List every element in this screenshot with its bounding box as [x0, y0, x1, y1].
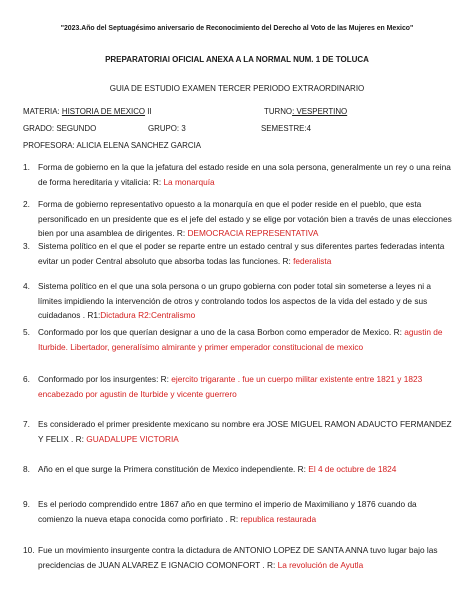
question-text: Año en el que surge la Primera constitución de Mexico independiente. R: — [38, 464, 309, 474]
question-9 — [23, 497, 454, 526]
guide-title: GUIA DE ESTUDIO EXAMEN TERCER PERIODO EXTRAORDINARIO — [109, 84, 365, 93]
question-number: 10. — [23, 545, 35, 555]
question-6 — [23, 372, 454, 401]
question-answer: Dictadura R2:Centralismo — [100, 310, 196, 321]
materia-value: HISTORIA DE MEXICO — [61, 107, 146, 116]
question-number: 1. — [23, 162, 30, 172]
grado-field: GRADO: SEGUNDO — [23, 124, 97, 133]
question-text: Sistema político en el que el poder se reparte entre un estado central y sus diferentes partes federadas intenta evitar un poder Central absoluto que absorba todas las funciones. R: — [38, 241, 445, 266]
question-number: 7. — [23, 419, 30, 429]
profesora-field: PROFESORA: ALICIA ELENA SANCHEZ GARCIA — [23, 141, 202, 150]
question-8 — [23, 462, 454, 477]
question-number: 3. — [23, 241, 30, 251]
question-text: Es el periodo comprendido entre 1867 año en que termino el imperio de Maximiliano y 1876 cuando da comienzo la nueva etapa conocida como porfiriato . R: — [38, 499, 417, 524]
question-text: Forma de gobierno en la que la jefatura del estado reside en una sola persona, generalmente un rey o una reina de forma hereditaria y vitalicia: R: — [38, 162, 451, 187]
question-5 — [23, 325, 454, 354]
materia-suffix: II — [145, 107, 152, 116]
question-answer: La monarquía — [163, 176, 215, 187]
question-answer: ejercito trigarante . fue un cuerpo militar existente entre 1821 y 1823 encabezado por agustin de Iturbide y vicente guerrero — [38, 374, 423, 399]
school-title: PREPARATORIAl OFICIAL ANEXA A LA NORMAL NUM. 1 DE TOLUCA — [105, 55, 369, 64]
question-answer: federalista — [293, 255, 332, 266]
question-4 — [23, 279, 454, 323]
semestre-field: SEMESTRE:4 — [261, 124, 311, 133]
question-text: Conformado por los insurgentes: R: — [38, 374, 172, 384]
question-answer: republica restaurada — [240, 513, 317, 524]
question-answer: GUADALUPE VICTORIA — [86, 433, 179, 444]
question-10 — [23, 543, 454, 572]
question-number: 9. — [23, 499, 30, 509]
question-number: 2. — [23, 199, 30, 209]
turno-field — [264, 107, 347, 116]
question-answer: La revolución de Ayutla — [277, 559, 364, 570]
turno-value: : VESPERTINO — [292, 107, 348, 116]
question-answer: agustin de Iturbide. Libertador, generalísimo almirante y primer emperador constitucional de mexico — [38, 327, 443, 352]
question-text: Conformado por los que querían designar a uno de la casa Borbon como emperador de Mexico. R: — [38, 327, 405, 337]
materia-label: MATERIA: — [23, 107, 62, 116]
question-number: 5. — [23, 327, 30, 337]
question-text: Forma de gobierno representativo opuesto a la monarquía en que el poder reside en el pueblo, que esta personificado en un presidente que es el jefe del estado y se elige por votación bien a través de unas elecciones bien por una asamblea de dirigentes. R: — [38, 199, 452, 239]
turno-label: TURNO — [264, 107, 293, 116]
question-1 — [23, 160, 454, 189]
grupo-field: GRUPO: 3 — [148, 124, 186, 133]
question-text: Fue un movimiento insurgente contra la dictadura de ANTONIO LOPEZ DE SANTA ANNA tuvo lugar bajo las precidencias de JUAN ALVAREZ E IGNACIO COMONFORT . R: — [38, 545, 438, 570]
question-text: Es considerado el primer presidente mexicano su nombre era JOSE MIGUEL RAMON ADAUCTO FERMANDEZ Y FELIX . R: — [38, 419, 452, 444]
question-text: Sistema político en el que una sola persona o un grupo gobierna con poder total sin someterse a leyes ni a límites impidiendo la intervención de otros y controlando todos los aspectos de la vida del estado y de sus cuidadanos . R1: — [38, 281, 431, 321]
question-answer: DEMOCRACIA REPRESENTATIVA — [187, 228, 319, 239]
question-2 — [23, 197, 454, 241]
question-number: 8. — [23, 464, 30, 474]
question-3 — [23, 239, 454, 268]
question-number: 4. — [23, 281, 30, 291]
anniversary-line: "2023.Año del Septuagésimo aniversario de Reconocimiento del Derecho al Voto de las Mujeres en Mexico" — [60, 25, 414, 32]
question-number: 6. — [23, 374, 30, 384]
materia-field — [23, 107, 152, 116]
question-answer: El 4 de octubre de 1824 — [308, 464, 397, 474]
question-7 — [23, 417, 454, 446]
